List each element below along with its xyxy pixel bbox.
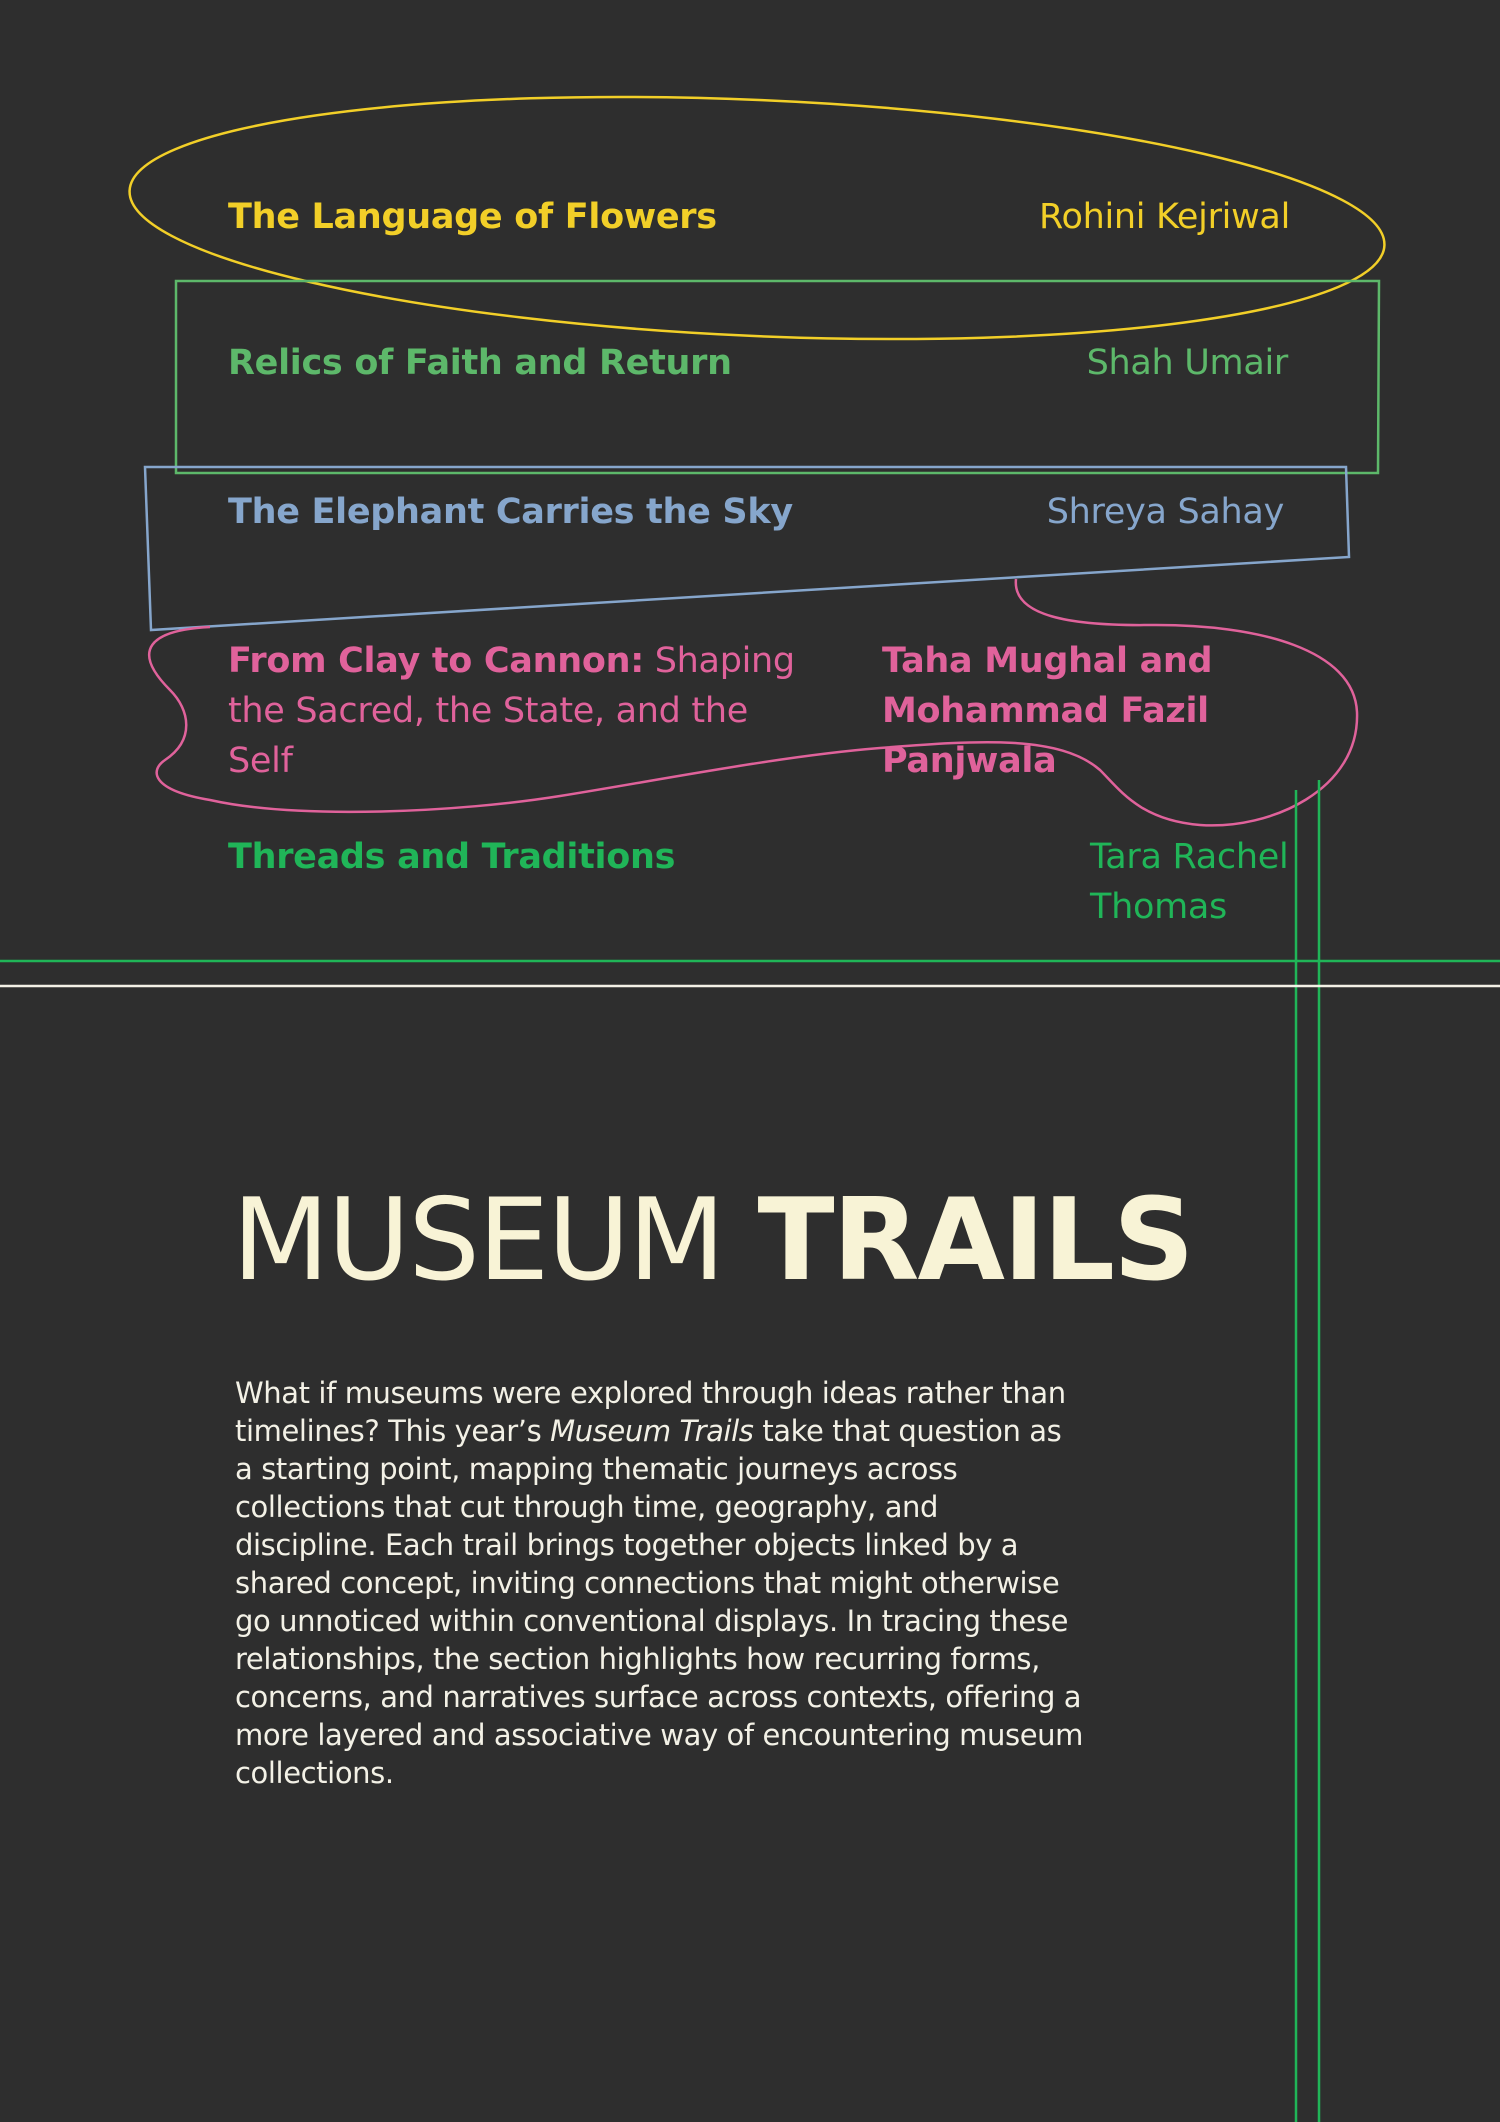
trail-relics-title: [228, 338, 788, 388]
trail-title: From Clay to Cannon:: [228, 641, 644, 681]
trail-author: Taha Mughal and Mohammad Fazil Panjwala: [882, 641, 1213, 781]
trail-clay-title: [228, 636, 818, 786]
intro-text-end: take that question as a starting point, mapping thematic journeys across collections that cut through time, geography, and discipline. Each trail brings together objects linked by a shared concept, inviting connections that might otherwise go unnoticed within conventional displays. In tracing these relationships, the section highlights how recurring forms, concerns, and narratives surface across contexts, offering a more layered and associative way of encountering museum collections.: [235, 1414, 1083, 1790]
trail-clay-author: [882, 636, 1352, 786]
section-title-regular: MUSEUM: [232, 1174, 724, 1306]
trail-title: Threads and Traditions: [228, 837, 676, 877]
trail-threads-author: [1090, 832, 1310, 932]
trail-title: Relics of Faith and Return: [228, 343, 732, 383]
trail-title: The Language of Flowers: [228, 197, 717, 237]
intro-text-italic: Museum Trails: [550, 1414, 754, 1448]
trail-author: Tara Rachel Thomas: [1090, 837, 1289, 927]
section-title: [232, 1175, 1192, 1305]
section-title-bold: TRAILS: [757, 1174, 1193, 1306]
trail-relics-author: Shah Umair: [1086, 343, 1288, 383]
trail-flowers-title: [228, 192, 788, 242]
section-intro: [235, 1374, 1085, 1792]
trail-elephant-author: Shreya Sahay: [1046, 492, 1284, 532]
trail-elephant-title: [228, 487, 828, 537]
trail-flowers-author: Rohini Kejriwal: [1039, 197, 1290, 237]
trail-title: The Elephant Carries the Sky: [228, 492, 793, 532]
intro-text-start: What if museums were explored through ideas rather than timelines? This year’s: [235, 1376, 1066, 1448]
trail-threads-title: [228, 832, 788, 882]
trail-subtitle: Shaping the Sacred, the State, and the Self: [228, 641, 795, 781]
